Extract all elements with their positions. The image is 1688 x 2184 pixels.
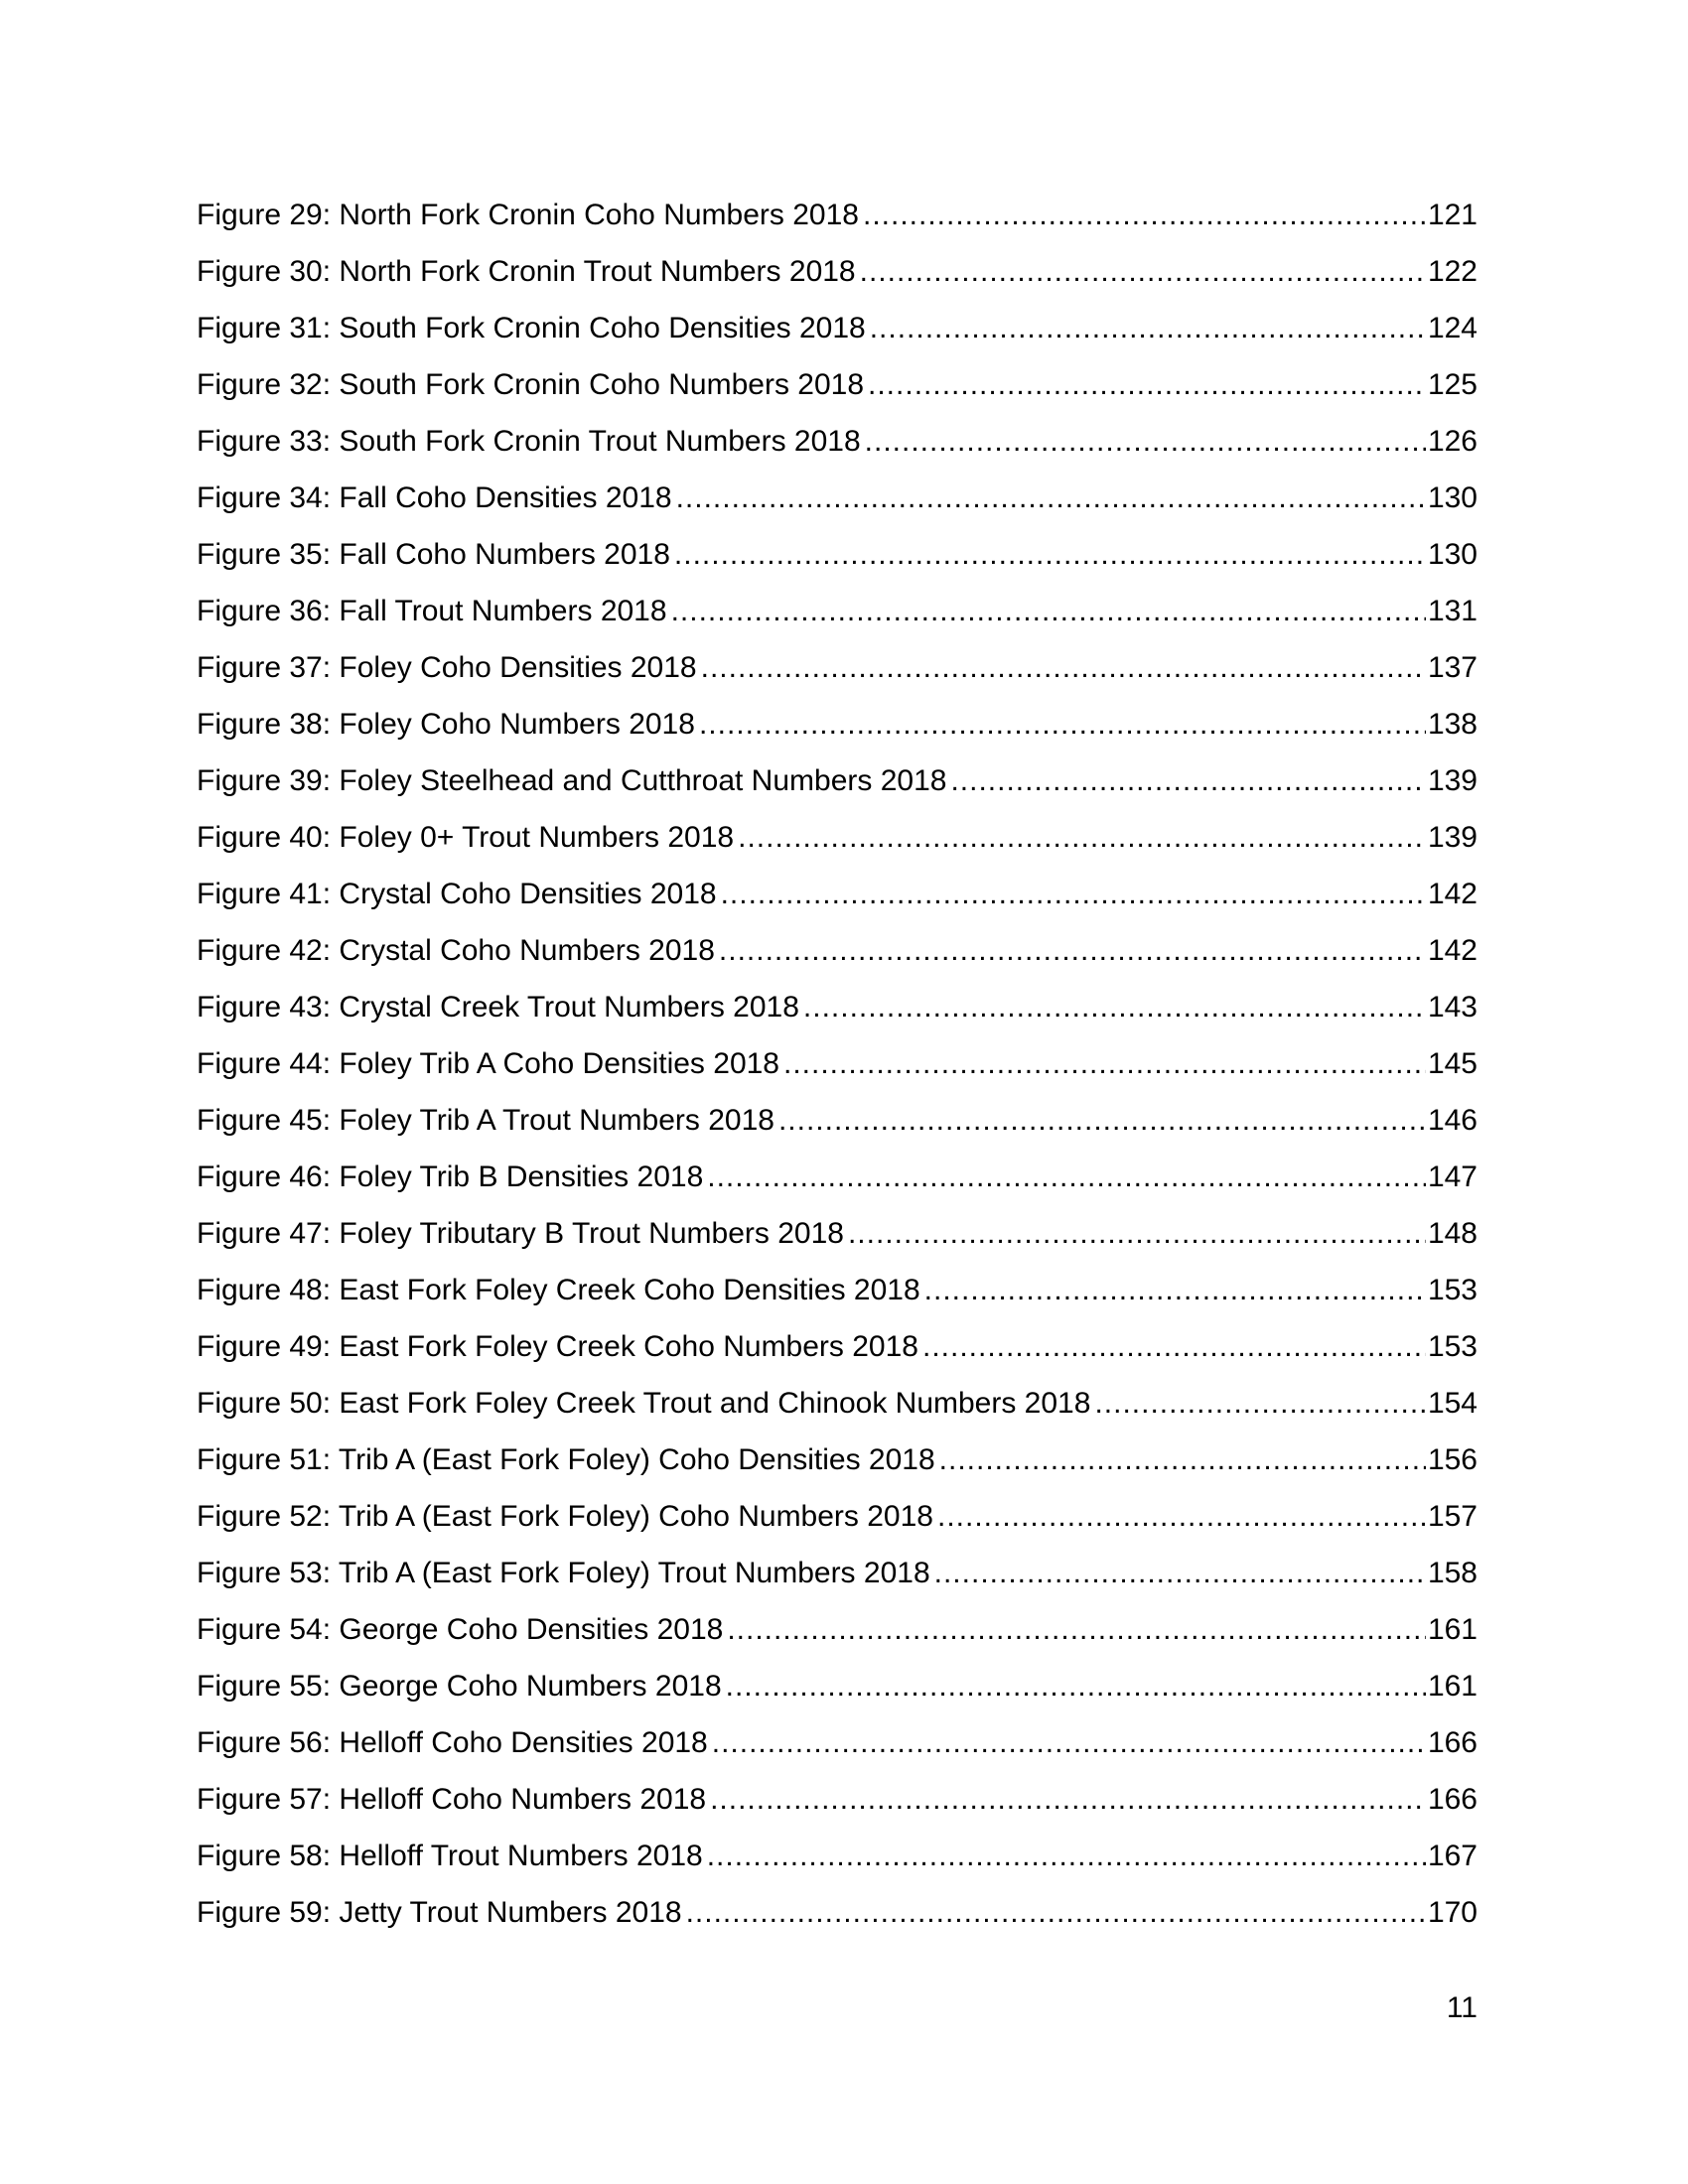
toc-entry-page: 138 bbox=[1427, 708, 1477, 741]
toc-entry-title: Figure 46: Foley Trib B Densities 2018 bbox=[197, 1160, 704, 1193]
toc-entry-page: 167 bbox=[1427, 1840, 1477, 1872]
toc-entry-page: 125 bbox=[1427, 368, 1477, 401]
toc-entry-title: Figure 42: Crystal Coho Numbers 2018 bbox=[197, 934, 715, 967]
toc-entry[interactable] bbox=[197, 478, 1477, 535]
toc-entry[interactable] bbox=[197, 422, 1477, 478]
toc-entry-title: Figure 29: North Fork Cronin Coho Numbers 2018 bbox=[197, 199, 859, 231]
toc-entry-title: Figure 31: South Fork Cronin Coho Densities 2018 bbox=[197, 312, 866, 344]
toc-entry-title: Figure 49: East Fork Foley Creek Coho Numbers 2018 bbox=[197, 1330, 918, 1363]
dot-leader bbox=[863, 196, 1426, 235]
toc-entry-page: 142 bbox=[1427, 934, 1477, 967]
toc-entry-page: 148 bbox=[1427, 1217, 1477, 1250]
dot-leader bbox=[721, 875, 1426, 914]
dot-leader bbox=[950, 761, 1425, 801]
toc-entry-page: 137 bbox=[1427, 651, 1477, 684]
toc-entry[interactable] bbox=[197, 1610, 1477, 1667]
toc-entry-title: Figure 54: George Coho Densities 2018 bbox=[197, 1613, 724, 1646]
dot-leader bbox=[699, 705, 1426, 745]
toc-entry-page: 143 bbox=[1427, 991, 1477, 1024]
toc-entry-title: Figure 45: Foley Trib A Trout Numbers 2018 bbox=[197, 1104, 774, 1137]
toc-entry[interactable] bbox=[197, 592, 1477, 648]
toc-entry-page: 131 bbox=[1427, 595, 1477, 627]
toc-entry-page: 124 bbox=[1427, 312, 1477, 344]
toc-entry-title: Figure 57: Helloff Coho Numbers 2018 bbox=[197, 1783, 707, 1816]
toc-entry-page: 161 bbox=[1427, 1670, 1477, 1703]
toc-entry[interactable] bbox=[197, 1271, 1477, 1327]
dot-leader bbox=[870, 309, 1426, 348]
toc-entry[interactable] bbox=[197, 1214, 1477, 1271]
table-of-figures bbox=[197, 196, 1477, 1950]
toc-entry-page: 130 bbox=[1427, 481, 1477, 514]
toc-entry-title: Figure 39: Foley Steelhead and Cutthroat Numbers 2018 bbox=[197, 764, 947, 797]
toc-entry-page: 156 bbox=[1427, 1443, 1477, 1476]
toc-entry[interactable] bbox=[197, 1780, 1477, 1837]
toc-entry-title: Figure 38: Foley Coho Numbers 2018 bbox=[197, 708, 695, 741]
toc-entry-title: Figure 36: Fall Trout Numbers 2018 bbox=[197, 595, 667, 627]
dot-leader bbox=[686, 1893, 1426, 1933]
toc-entry-title: Figure 41: Crystal Coho Densities 2018 bbox=[197, 878, 717, 910]
toc-entry-title: Figure 50: East Fork Foley Creek Trout and Chinook Numbers 2018 bbox=[197, 1387, 1091, 1420]
dot-leader bbox=[738, 818, 1426, 858]
dot-leader bbox=[707, 1837, 1426, 1876]
toc-entry[interactable] bbox=[197, 1101, 1477, 1158]
toc-entry[interactable] bbox=[197, 1554, 1477, 1610]
toc-entry[interactable] bbox=[197, 988, 1477, 1044]
toc-entry-page: 130 bbox=[1427, 538, 1477, 571]
toc-entry[interactable] bbox=[197, 705, 1477, 761]
toc-entry[interactable] bbox=[197, 875, 1477, 931]
dot-leader bbox=[676, 478, 1426, 518]
dot-leader bbox=[848, 1214, 1426, 1254]
toc-entry-title: Figure 33: South Fork Cronin Trout Numbers 2018 bbox=[197, 425, 861, 458]
toc-entry-page: 161 bbox=[1427, 1613, 1477, 1646]
toc-entry[interactable] bbox=[197, 1497, 1477, 1554]
dot-leader bbox=[710, 1780, 1426, 1820]
dot-leader bbox=[934, 1554, 1426, 1593]
dot-leader bbox=[674, 535, 1426, 575]
toc-entry-page: 145 bbox=[1427, 1047, 1477, 1080]
dot-leader bbox=[922, 1327, 1426, 1367]
toc-entry-page: 153 bbox=[1427, 1274, 1477, 1306]
dot-leader bbox=[939, 1440, 1426, 1480]
toc-entry-title: Figure 53: Trib A (East Fork Foley) Trout Numbers 2018 bbox=[197, 1557, 930, 1589]
toc-entry-title: Figure 43: Crystal Creek Trout Numbers 2018 bbox=[197, 991, 799, 1024]
dot-leader bbox=[937, 1497, 1426, 1537]
dot-leader bbox=[719, 931, 1426, 971]
toc-entry-title: Figure 48: East Fork Foley Creek Coho Densities 2018 bbox=[197, 1274, 920, 1306]
toc-entry[interactable] bbox=[197, 1044, 1477, 1101]
toc-entry-title: Figure 59: Jetty Trout Numbers 2018 bbox=[197, 1896, 682, 1929]
dot-leader bbox=[924, 1271, 1426, 1310]
page-number: 11 bbox=[1446, 1991, 1477, 2024]
dot-leader bbox=[707, 1158, 1426, 1197]
toc-entry-title: Figure 52: Trib A (East Fork Foley) Coho Numbers 2018 bbox=[197, 1500, 933, 1533]
toc-entry-title: Figure 51: Trib A (East Fork Foley) Coho Densities 2018 bbox=[197, 1443, 935, 1476]
toc-entry[interactable] bbox=[197, 1893, 1477, 1950]
toc-entry[interactable] bbox=[197, 196, 1477, 252]
dot-leader bbox=[803, 988, 1426, 1027]
toc-entry-title: Figure 34: Fall Coho Densities 2018 bbox=[197, 481, 672, 514]
toc-entry-page: 158 bbox=[1427, 1557, 1477, 1589]
toc-entry-page: 121 bbox=[1427, 199, 1477, 231]
dot-leader bbox=[701, 648, 1426, 688]
toc-entry[interactable] bbox=[197, 252, 1477, 309]
toc-entry-page: 122 bbox=[1427, 255, 1477, 288]
toc-entry[interactable] bbox=[197, 535, 1477, 592]
toc-entry[interactable] bbox=[197, 648, 1477, 705]
toc-entry-page: 142 bbox=[1427, 878, 1477, 910]
dot-leader bbox=[778, 1101, 1426, 1141]
toc-entry[interactable] bbox=[197, 761, 1477, 818]
dot-leader bbox=[727, 1610, 1426, 1650]
toc-entry[interactable] bbox=[197, 1384, 1477, 1440]
toc-entry[interactable] bbox=[197, 1158, 1477, 1214]
toc-entry[interactable] bbox=[197, 931, 1477, 988]
dot-leader bbox=[671, 592, 1426, 631]
toc-entry-page: 166 bbox=[1427, 1783, 1477, 1816]
dot-leader bbox=[712, 1723, 1426, 1763]
toc-entry-page: 153 bbox=[1427, 1330, 1477, 1363]
toc-entry-title: Figure 37: Foley Coho Densities 2018 bbox=[197, 651, 697, 684]
dot-leader bbox=[868, 365, 1426, 405]
toc-entry[interactable] bbox=[197, 365, 1477, 422]
toc-entry[interactable] bbox=[197, 309, 1477, 365]
toc-entry-page: 139 bbox=[1427, 821, 1477, 854]
toc-entry[interactable] bbox=[197, 818, 1477, 875]
toc-entry[interactable] bbox=[197, 1667, 1477, 1723]
toc-entry-page: 166 bbox=[1427, 1726, 1477, 1759]
toc-entry-page: 146 bbox=[1427, 1104, 1477, 1137]
dot-leader bbox=[860, 252, 1426, 292]
toc-entry-page: 126 bbox=[1427, 425, 1477, 458]
toc-entry-title: Figure 56: Helloff Coho Densities 2018 bbox=[197, 1726, 708, 1759]
toc-entry-page: 147 bbox=[1427, 1160, 1477, 1193]
toc-entry-page: 170 bbox=[1427, 1896, 1477, 1929]
toc-entry[interactable] bbox=[197, 1327, 1477, 1384]
dot-leader bbox=[865, 422, 1426, 462]
dot-leader bbox=[1094, 1384, 1426, 1424]
toc-entry-title: Figure 58: Helloff Trout Numbers 2018 bbox=[197, 1840, 703, 1872]
dot-leader bbox=[783, 1044, 1426, 1084]
toc-entry[interactable] bbox=[197, 1440, 1477, 1497]
toc-entry-title: Figure 44: Foley Trib A Coho Densities 2018 bbox=[197, 1047, 779, 1080]
toc-entry-title: Figure 30: North Fork Cronin Trout Numbers 2018 bbox=[197, 255, 856, 288]
toc-entry-page: 157 bbox=[1427, 1500, 1477, 1533]
toc-entry-title: Figure 47: Foley Tributary B Trout Numbers 2018 bbox=[197, 1217, 844, 1250]
toc-entry-title: Figure 40: Foley 0+ Trout Numbers 2018 bbox=[197, 821, 735, 854]
toc-entry[interactable] bbox=[197, 1837, 1477, 1893]
toc-entry-title: Figure 55: George Coho Numbers 2018 bbox=[197, 1670, 722, 1703]
toc-entry-title: Figure 32: South Fork Cronin Coho Numbers 2018 bbox=[197, 368, 865, 401]
toc-entry-page: 154 bbox=[1427, 1387, 1477, 1420]
toc-entry-page: 139 bbox=[1427, 764, 1477, 797]
toc-entry-title: Figure 35: Fall Coho Numbers 2018 bbox=[197, 538, 670, 571]
toc-entry[interactable] bbox=[197, 1723, 1477, 1780]
dot-leader bbox=[726, 1667, 1426, 1706]
